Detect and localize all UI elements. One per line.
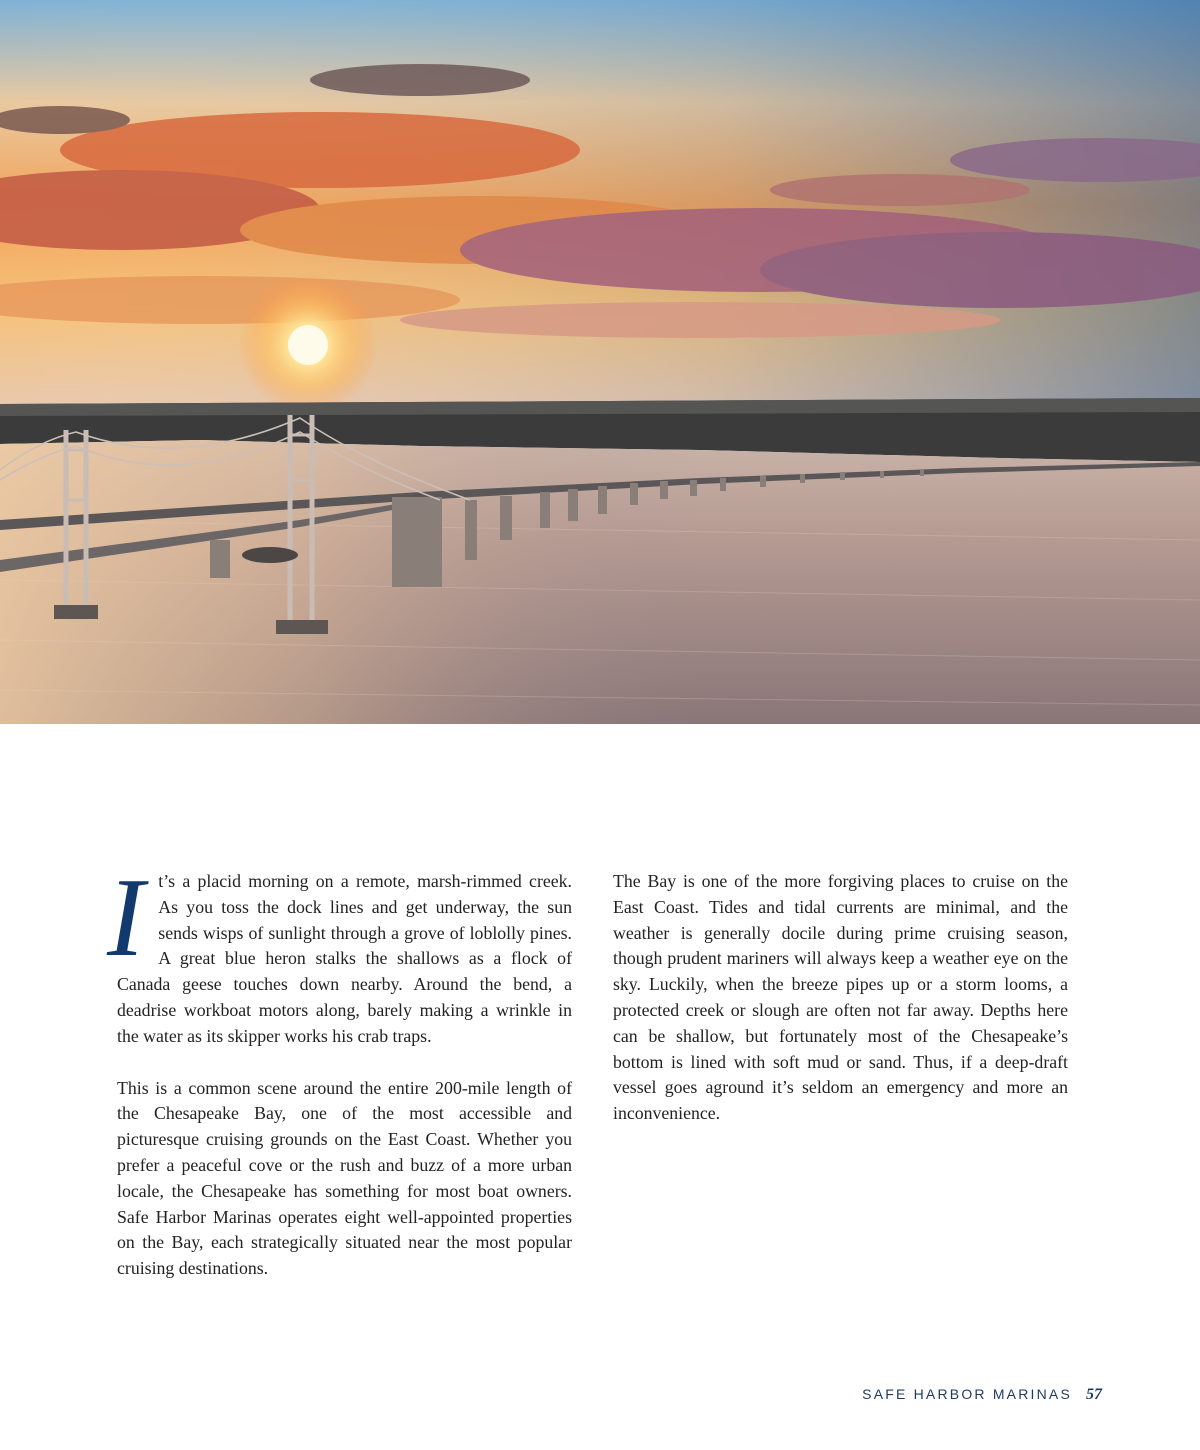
page-number: 57 <box>1086 1386 1102 1403</box>
intro-paragraph-text: t’s a placid morning on a remote, marsh-rimmed creek. As you toss the dock lines and get underway, the sun sends wisps of sunlight through a grove of loblolly pines. A great blue heron stalks the shallows as a flock of Canada geese touches down nearby. Around the bend, a deadrise workboat motors along, barely making a wrinkle in the water as its skipper works his crab traps. <box>117 871 572 1046</box>
article-column-right <box>613 869 1068 1153</box>
bridge-sunset-photo <box>0 0 1200 724</box>
intro-paragraph <box>107 856 572 1050</box>
article-column-left <box>107 856 572 1308</box>
page-footer <box>862 1386 1102 1404</box>
body-paragraph: The Bay is one of the more forgiving places to cruise on the East Coast. Tides and tidal currents are minimal, and the weather is generally docile during prime cruising season, though prudent mariners will always keep a weather eye on the sky. Luckily, when the breeze pipes up or a storm looms, a protected creek or slough are often not far away. Depths here can be shallow, but fortunately most of the Chesapeake’s bottom is lined with soft mud or sand. Thus, if a deep-draft vessel goes aground it’s seldom an emergency and more an inconvenience. <box>613 871 1068 1124</box>
hero-photo <box>0 0 1200 724</box>
footer-brand: SAFE HARBOR MARINAS <box>862 1386 1072 1402</box>
body-paragraph: This is a common scene around the entire 200-mile length of the Chesapeake Bay, one of the most accessible and picturesque cruising grounds on the East Coast. Whether you prefer a peaceful cove or the rush and buzz of a more urban locale, the Chesapeake has something for most boat owners. Safe Harbor Marinas operates eight well-appointed properties on the Bay, each strategically situated near the most popular cruising destinations. <box>117 1077 572 1279</box>
drop-cap: I <box>107 856 145 980</box>
